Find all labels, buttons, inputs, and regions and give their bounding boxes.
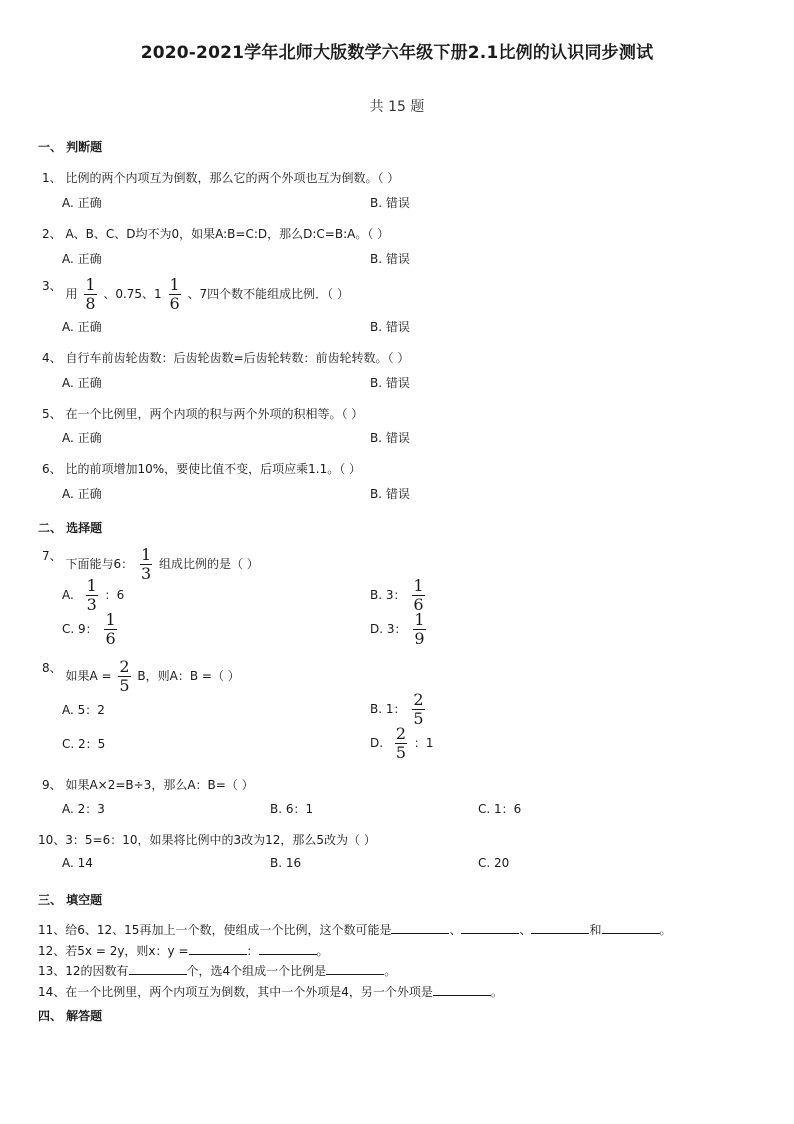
question-4: 4、 自行车前齿轮齿数：后齿轮齿数=后齿轮转数：前齿轮转数。（ ） — [42, 351, 410, 365]
q7-option-b[interactable]: B. 3： $\frac{1}{6}$ — [370, 576, 424, 614]
question-1: 1、 比例的两个内项互为倒数，那么它的两个外项也互为倒数。（ ） — [42, 171, 400, 185]
q13-blank-1[interactable] — [129, 964, 187, 975]
q8-option-b[interactable]: B. 1： $\frac{2}{5}$ — [370, 690, 424, 728]
q7-option-a[interactable]: A. $\frac{1}{3}$ ：6 — [62, 576, 125, 614]
q8-b-fraction: $\frac{2}{5}$ — [413, 690, 424, 728]
q7-text-pre: 下面能与6： — [65, 557, 134, 571]
question-3 — [42, 277, 349, 312]
question-8 — [42, 659, 240, 694]
q7-text-post: 组成比例的是（ ） — [158, 557, 259, 571]
q3-number: 3、 — [42, 279, 62, 293]
q7-option-d[interactable]: D. 3： $\frac{1}{9}$ — [370, 610, 425, 648]
q5-option-b[interactable]: B. 错误 — [370, 431, 410, 445]
section-heading-judgment: 一、 判断题 — [38, 140, 103, 154]
q11-blank-1[interactable] — [391, 923, 449, 934]
q7-fraction: $\frac{1}{3}$ — [140, 545, 152, 583]
q4-option-a[interactable]: A. 正确 — [62, 376, 102, 390]
q8-text-post: B，则A：B =（ ） — [137, 669, 240, 683]
q1-option-a[interactable]: A. 正确 — [62, 196, 102, 210]
section-heading-fill-blank: 三、 填空题 — [38, 893, 103, 907]
section-heading-choice: 二、 选择题 — [38, 521, 103, 535]
q13-blank-2[interactable] — [326, 964, 384, 975]
q8-text-pre: 如果A = — [65, 669, 112, 683]
question-2: 2、 A、B、C、D均不为0，如果A:B=C:D，那么D:C=B:A。（ ） — [42, 227, 390, 241]
q10-option-b[interactable]: B. 16 — [270, 856, 302, 870]
q2-option-b[interactable]: B. 错误 — [370, 252, 410, 266]
q3-text-post: 、7四个数不能组成比例．（ ） — [187, 287, 349, 301]
question-12: 12、若5x = 2y，则x：y = ： 。 — [38, 944, 329, 958]
q9-option-b[interactable]: B. 6：1 — [270, 802, 314, 816]
q7-d-fraction: $\frac{1}{9}$ — [414, 610, 425, 648]
q11-blank-3[interactable] — [531, 923, 589, 934]
q3-text-mid: 、0.75、1 — [103, 287, 162, 301]
q3-fraction-2: $\frac{1}{6}$ — [169, 275, 180, 313]
q7-number: 7、 — [42, 549, 62, 563]
q3-option-b[interactable]: B. 错误 — [370, 320, 410, 334]
q3-option-a[interactable]: A. 正确 — [62, 320, 102, 334]
q7-c-fraction: $\frac{1}{6}$ — [105, 610, 116, 648]
q9-option-c[interactable]: C. 1：6 — [478, 802, 522, 816]
q10-option-a[interactable]: A. 14 — [62, 856, 93, 870]
question-13: 13、12的因数有 个，选4个组成一个比例是 。 — [38, 964, 397, 978]
question-11: 11、给6、12、15再加上一个数，使组成一个比例，这个数可能是 、 、 和 。 — [38, 923, 672, 937]
question-9: 9、 如果A×2=B÷3，那么A：B=（ ） — [42, 778, 254, 792]
q3-text-pre: 用 — [65, 287, 78, 301]
q4-option-b[interactable]: B. 错误 — [370, 376, 410, 390]
q8-option-c[interactable]: C. 2：5 — [62, 737, 106, 751]
q12-blank-1[interactable] — [189, 944, 247, 955]
q8-option-d[interactable]: D. $\frac{2}{5}$ ：1 — [370, 724, 434, 762]
question-count: 共 15 题 — [369, 99, 425, 115]
q8-number: 8、 — [42, 661, 62, 675]
question-6: 6、 比的前项增加10%，要使比值不变，后项应乘1.1。（ ） — [42, 462, 362, 476]
q1-option-b[interactable]: B. 错误 — [370, 196, 410, 210]
q6-option-b[interactable]: B. 错误 — [370, 487, 410, 501]
question-5: 5、 在一个比例里，两个内项的积与两个外项的积相等。（ ） — [42, 407, 364, 421]
q12-blank-2[interactable] — [259, 944, 317, 955]
q3-fraction-1: $\frac{1}{8}$ — [85, 275, 96, 313]
q2-option-a[interactable]: A. 正确 — [62, 252, 102, 266]
q8-option-a[interactable]: A. 5：2 — [62, 703, 105, 717]
q7-option-c[interactable]: C. 9： $\frac{1}{6}$ — [62, 610, 116, 648]
q5-option-a[interactable]: A. 正确 — [62, 431, 102, 445]
q7-a-fraction: $\frac{1}{3}$ — [86, 576, 97, 614]
q11-blank-2[interactable] — [461, 923, 519, 934]
question-7 — [42, 547, 259, 582]
q8-fraction: $\frac{2}{5}$ — [119, 657, 130, 695]
question-10: 10、3：5=6：10，如果将比例中的3改为12，那么5改为（ ） — [38, 833, 376, 847]
q9-option-a[interactable]: A. 2：3 — [62, 802, 105, 816]
q7-b-fraction: $\frac{1}{6}$ — [413, 576, 424, 614]
question-14: 14、在一个比例里，两个内项互为倒数，其中一个外项是4，另一个外项是 。 — [38, 985, 503, 999]
q14-blank-1[interactable] — [433, 985, 491, 996]
q10-option-c[interactable]: C. 20 — [478, 856, 510, 870]
page-title: 2020-2021学年北师大版数学六年级下册2.1比例的认识同步测试 — [140, 43, 654, 63]
q8-d-fraction: $\frac{2}{5}$ — [395, 724, 407, 762]
section-heading-solve: 四、 解答题 — [38, 1009, 103, 1023]
q11-blank-4[interactable] — [602, 923, 660, 934]
q6-option-a[interactable]: A. 正确 — [62, 487, 102, 501]
